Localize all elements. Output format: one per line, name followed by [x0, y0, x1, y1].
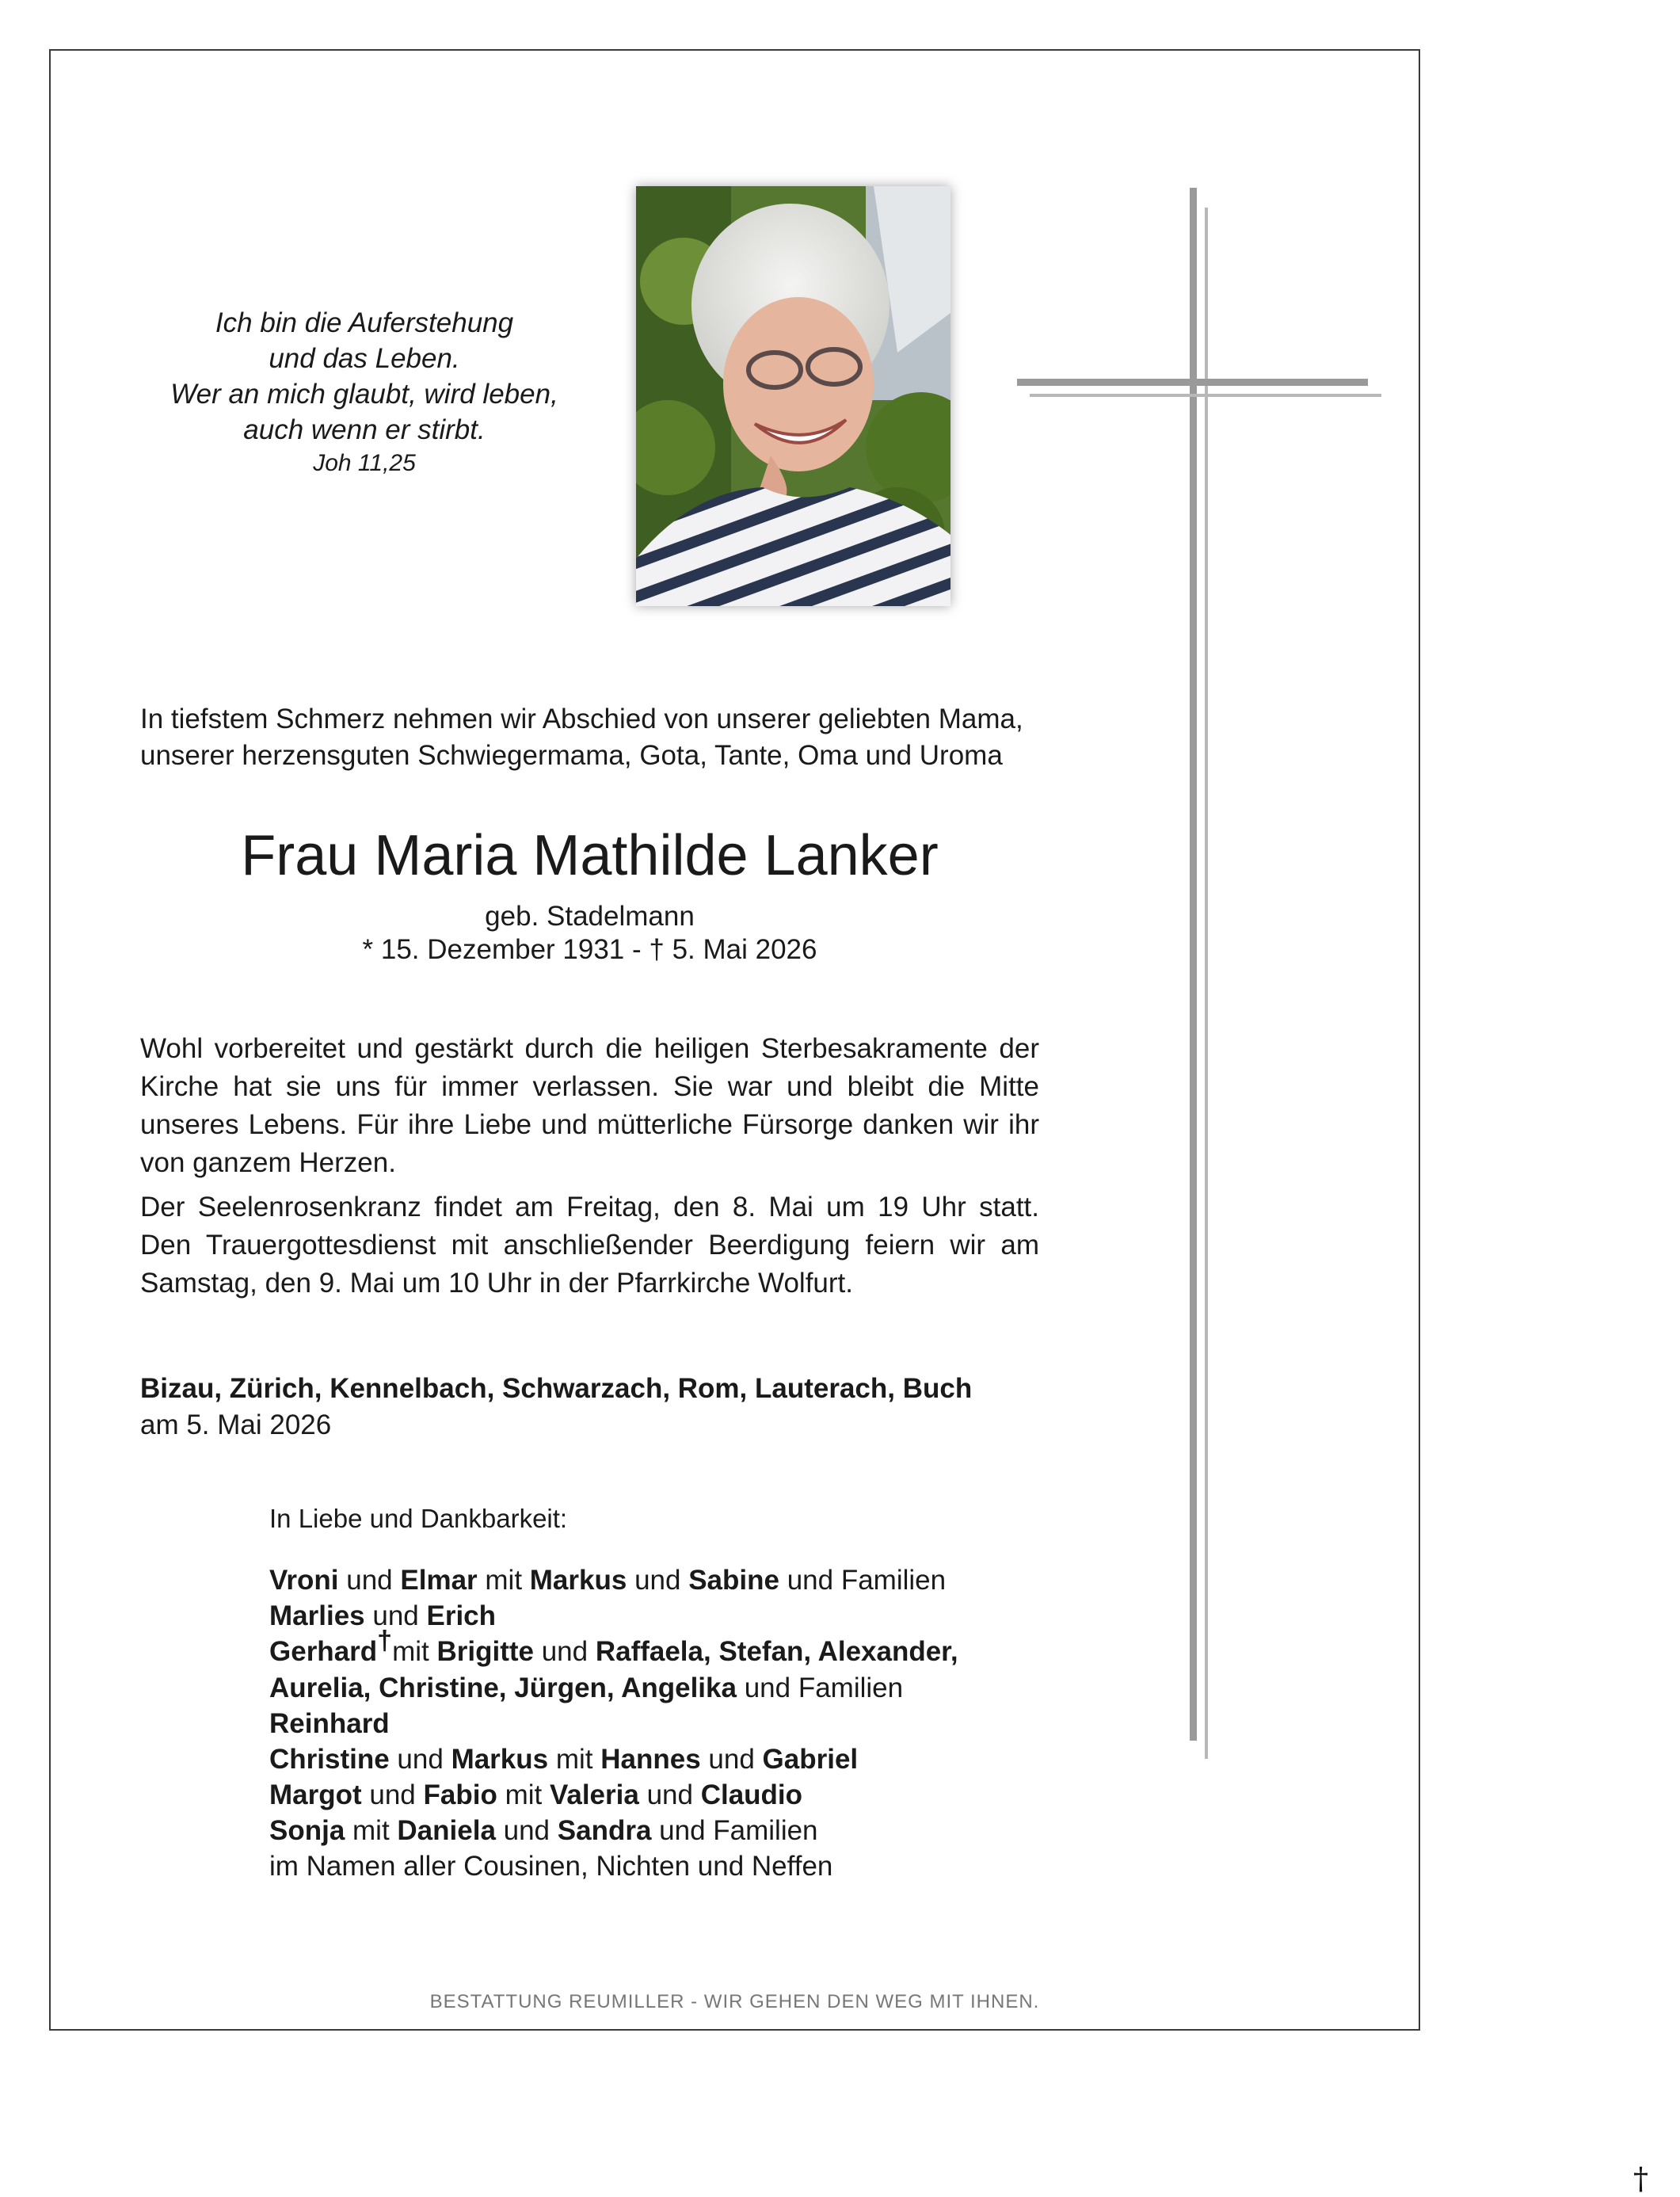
places-list: Bizau, Zürich, Kennelbach, Schwarzach, Rom, Lauterach, Buch [140, 1373, 973, 1404]
mourner-line [269, 1777, 1061, 1813]
farewell-paragraph: Wohl vorbereitet und gestärkt durch die heiligen Sterbesakramente der Kirche hat sie uns für immer verlassen. Sie war und bleibt die Mitte unseres Lebens. Für ihre Liebe und mütterliche Fürsorge danken wir ihr von ganzem Herzen. [140, 1033, 1039, 1178]
mourner-name: Brigitte [436, 1636, 534, 1667]
mourner-line [269, 1626, 1061, 1670]
verse-line-2: und das Leben. [269, 343, 460, 374]
cross-horizontal-shadow-bar [1030, 394, 1381, 397]
mourner-line [269, 1848, 1061, 1884]
mourner-name: Aurelia, Christine, Jürgen, Angelika [269, 1673, 737, 1703]
connector-text: und [533, 1636, 596, 1667]
mourner-name: Sandra [557, 1815, 652, 1846]
connector-text: und [389, 1744, 451, 1775]
page-dagger-mark: † [1633, 2161, 1648, 2196]
connector-text: und [361, 1779, 424, 1810]
places-date: am 5. Mai 2026 [140, 1409, 332, 1440]
mourner-line [269, 1813, 1061, 1848]
cross-vertical-shadow-bar [1205, 208, 1208, 1759]
connector-text: und [364, 1600, 427, 1631]
verse-line-4: auch wenn er stirbt. [243, 414, 486, 445]
mourner-name: Erich [426, 1600, 497, 1631]
mourner-name: Sabine [688, 1565, 779, 1596]
mourner-name: Claudio [700, 1779, 803, 1810]
verse-reference: Joh 11,25 [313, 450, 416, 476]
mourner-name: Gerhard [269, 1636, 378, 1667]
connector-text: und [700, 1744, 763, 1775]
mourner-name: Vroni [269, 1565, 339, 1596]
connector-text: und Familien [736, 1673, 904, 1703]
connector-text: mit [345, 1815, 398, 1846]
mourner-name: Sonja [269, 1815, 345, 1846]
connector-text: und Familien [779, 1565, 947, 1596]
verse-line-3: Wer an mich glaubt, wird leben, [170, 379, 558, 410]
closing-text: im Namen aller Cousinen, Nichten und Neffen [269, 1851, 833, 1882]
mourner-name: Marlies [269, 1600, 365, 1631]
connector-text: und [495, 1815, 558, 1846]
mourner-name: Hannes [600, 1744, 701, 1775]
verse-line-1: Ich bin die Auferstehung [215, 307, 514, 338]
mourner-name: Fabio [423, 1779, 497, 1810]
deceased-name: Frau Maria Mathilde Lanker [241, 824, 939, 887]
maiden-name: geb. Stadelmann [485, 901, 695, 932]
connector-text: mit [392, 1636, 437, 1667]
mourner-name: Markus [451, 1744, 549, 1775]
mourner-line [269, 1741, 1061, 1777]
mourner-line [269, 1706, 1061, 1741]
connector-text: und Familien [651, 1815, 818, 1846]
funeral-home-footer: BESTATTUNG REUMILLER - WIR GEHEN DEN WEG MIT IHNEN. [429, 1991, 1040, 2012]
intro-line-2: unserer herzensguten Schwiegermama, Gota, Tante, Oma und Uroma [140, 740, 1003, 771]
mourner-name: Daniela [397, 1815, 496, 1846]
connector-text: mit [497, 1779, 550, 1810]
mourner-name: Margot [269, 1779, 362, 1810]
connector-text: und [338, 1565, 401, 1596]
connector-text: und [638, 1779, 701, 1810]
cross-horizontal-bar [1017, 379, 1368, 386]
life-dates: * 15. Dezember 1931 - † 5. Mai 2026 [362, 934, 817, 965]
mourner-name: Valeria [549, 1779, 639, 1810]
mourner-name: Christine [269, 1744, 390, 1775]
connector-text: mit [548, 1744, 601, 1775]
mourner-name: Reinhard [269, 1708, 390, 1739]
intro-text [140, 701, 1039, 774]
service-paragraph: Der Seelenrosenkranz findet am Freitag, den 8. Mai um 19 Uhr statt. Den Trauergottesdienst mit anschließender Beerdigung feiern wir am Samstag, den 9. Mai um 10 Uhr in der Pfarrkirche Wolfurt. [140, 1192, 1039, 1299]
mourner-name: Gabriel [762, 1744, 859, 1775]
connector-text: und [627, 1565, 689, 1596]
mourner-name: Raffaela, Stefan, Alexander, [595, 1636, 958, 1667]
mourner-line [269, 1670, 1061, 1706]
places-block [140, 1371, 1039, 1444]
mourner-name: Elmar [400, 1565, 478, 1596]
mourners-list [269, 1562, 1061, 1884]
connector-text: mit [477, 1565, 530, 1596]
mourners-heading: In Liebe und Dankbarkeit: [269, 1504, 568, 1533]
mourner-name: Markus [529, 1565, 627, 1596]
cross-vertical-bar [1190, 188, 1197, 1741]
intro-line-1: In tiefstem Schmerz nehmen wir Abschied von unserer geliebten Mama, [140, 704, 1023, 734]
portrait-photo [636, 186, 950, 606]
dagger-mark: † [377, 1626, 393, 1656]
bible-verse [143, 305, 586, 479]
mourner-line [269, 1562, 1061, 1598]
